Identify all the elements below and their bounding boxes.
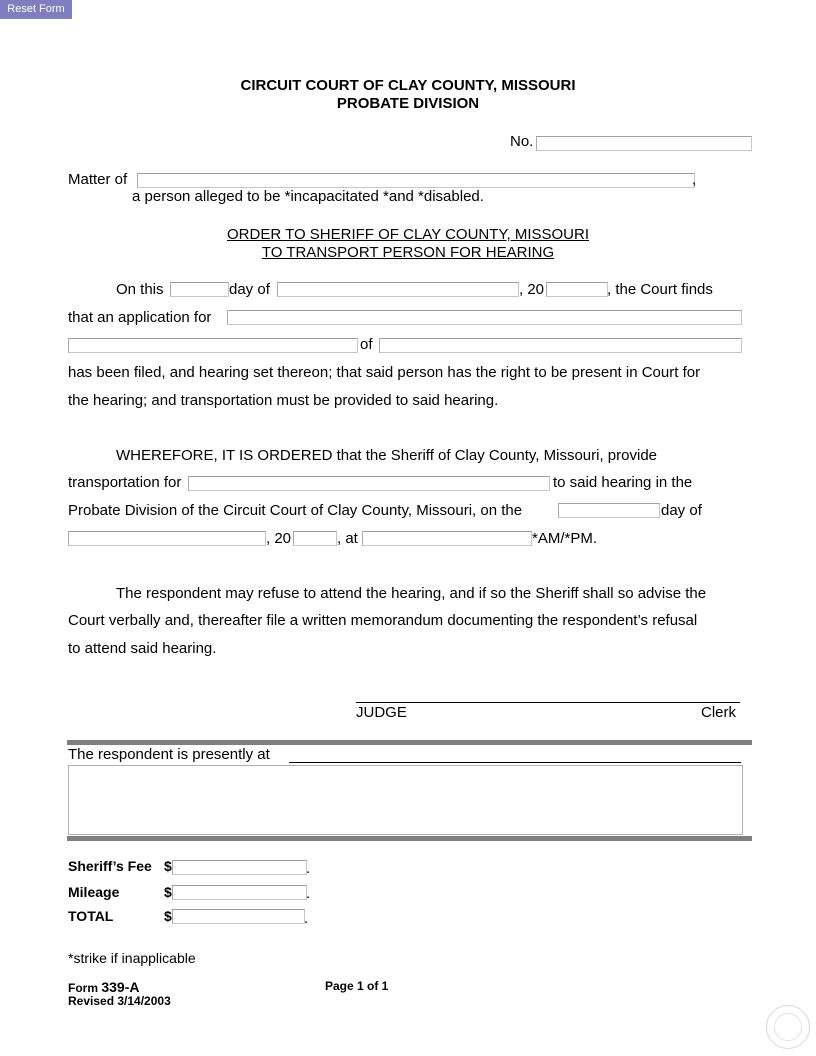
hearing-month-field[interactable] — [68, 531, 266, 546]
sheriff-fee-label: Sheriff’s Fee — [68, 858, 152, 874]
hearing-time-field[interactable] — [362, 531, 532, 546]
total-currency: $ — [164, 908, 172, 924]
strike-note: *strike if inapplicable — [68, 950, 196, 966]
hearing-year-field[interactable] — [293, 531, 337, 546]
transport-for-label: transportation for — [68, 474, 182, 491]
hearing-day-field[interactable] — [558, 503, 660, 518]
sheriff-fee-period: . — [306, 860, 311, 877]
para3-line3: to attend said hearing. — [68, 640, 217, 657]
ampm-label: *AM/*PM. — [532, 530, 598, 547]
order-title-line2: TO TRANSPORT PERSON FOR HEARING — [261, 244, 555, 261]
page-number: Page 1 of 1 — [325, 979, 389, 993]
reset-form-button[interactable]: Reset Form — [0, 0, 72, 19]
comma-20-label: , 20 — [519, 281, 545, 298]
mileage-period: . — [306, 885, 311, 902]
court-finds-label: , the Court finds — [607, 281, 713, 298]
case-no-field[interactable] — [536, 136, 752, 151]
mileage-currency: $ — [164, 884, 172, 900]
para1-line4: the hearing; and transportation must be provided to said hearing. — [68, 392, 499, 409]
transport-person-field[interactable] — [188, 476, 550, 491]
sheriff-fee-field[interactable] — [172, 860, 307, 875]
mileage-label: Mileage — [68, 884, 120, 900]
application-for-label: that an application for — [68, 309, 212, 326]
total-period: . — [304, 910, 309, 927]
bottom-divider-bar — [67, 836, 752, 841]
revised-date: Revised 3/14/2003 — [68, 994, 171, 1008]
order-title-line1: ORDER TO SHERIFF OF CLAY COUNTY, MISSOURI — [227, 226, 589, 243]
hearing-day-of-label: day of — [661, 502, 702, 519]
hearing-comma-20-label: , 20 — [266, 530, 292, 547]
probate-line: Probate Division of the Circuit Court of Clay County, Missouri, on the — [68, 502, 523, 519]
court-seal-icon — [766, 1005, 810, 1049]
para3-line1: The respondent may refuse to attend the hearing, and if so the Sheriff shall so advise the — [116, 585, 707, 602]
at-label: , at — [337, 530, 358, 547]
day-of-label: day of — [229, 281, 270, 298]
matter-comma: , — [692, 171, 697, 188]
signature-line — [356, 702, 740, 703]
application-for-field[interactable] — [227, 310, 742, 325]
to-hearing-label: to said hearing in the — [553, 474, 693, 491]
case-no-label: No. — [510, 133, 534, 150]
total-label: TOTAL — [68, 908, 114, 924]
mileage-field[interactable] — [172, 885, 307, 900]
respondent-line — [289, 762, 741, 763]
sheriff-fee-currency: $ — [164, 858, 172, 874]
court-title: CIRCUIT COURT OF CLAY COUNTY, MISSOURI — [240, 77, 576, 94]
total-field[interactable] — [172, 909, 305, 924]
form-label — [68, 979, 139, 995]
para2-line1: WHEREFORE, IT IS ORDERED that the Sheriff of Clay County, Missouri, provide — [116, 447, 658, 464]
form-number: 339-A — [101, 979, 140, 995]
form-prefix: Form — [68, 981, 98, 995]
month-field[interactable] — [277, 282, 519, 297]
year-field[interactable] — [546, 282, 608, 297]
of-field[interactable] — [379, 338, 742, 353]
respondent-label: The respondent is presently at — [68, 746, 270, 763]
top-divider-bar — [67, 740, 752, 745]
respondent-location-field[interactable] — [68, 765, 743, 835]
division-title: PROBATE DIVISION — [336, 95, 480, 112]
clerk-label: Clerk — [701, 704, 737, 721]
on-day-field[interactable] — [170, 282, 229, 297]
person-description: a person alleged to be *incapacitated *and *disabled. — [132, 188, 484, 205]
of-label: of — [360, 336, 373, 353]
matter-of-label: Matter of — [68, 171, 128, 188]
on-this-label: On this — [116, 281, 164, 298]
matter-of-field[interactable] — [137, 173, 695, 188]
para1-line3: has been filed, and hearing set thereon; that said person has the right to be present in Court for — [68, 364, 701, 381]
judge-label: JUDGE — [356, 704, 407, 721]
para3-line2: Court verbally and, thereafter file a written memorandum documenting the respondent’s refusal — [68, 612, 698, 629]
person-name-field[interactable] — [68, 338, 358, 353]
